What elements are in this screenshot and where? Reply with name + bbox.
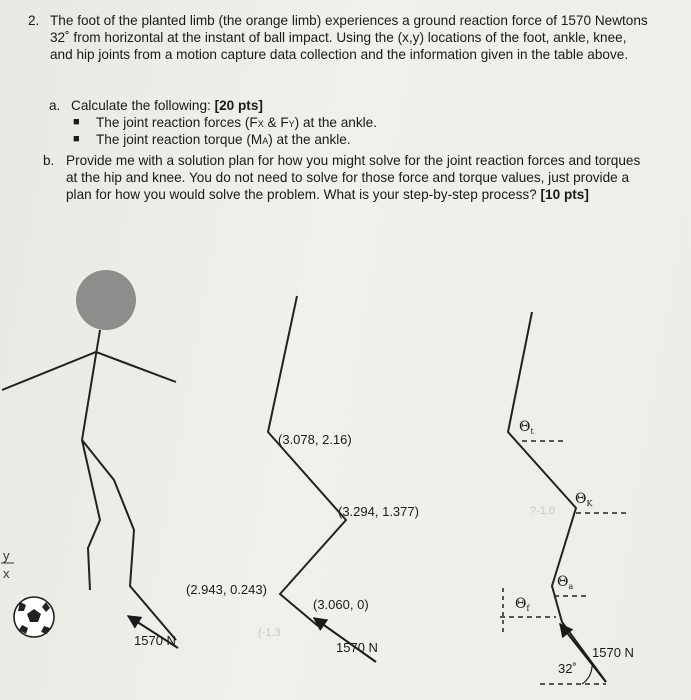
angle-leg-line [508, 312, 606, 682]
force-label-3: 1570 N [592, 645, 634, 660]
soccer-ball-icon [14, 597, 54, 637]
bullet-ankle-torque: The joint reaction torque (MA) at the ankle. [96, 132, 351, 147]
part-a-points: [20 pts] [214, 98, 263, 113]
ankle-coordinate: (2.943, 0.243) [186, 582, 267, 597]
part-b-text: Provide me with a solution plan for how you might solve for the joint reaction forces and torques at the hip and knee. You do not need to solve for those force and torque values, just provide a plan for how you would solve the problem. What is your step-by-step process? [10 pts] [66, 153, 641, 202]
bleed-mark: ?-1.0 [530, 505, 556, 517]
arms-line [2, 352, 176, 390]
part-a-label: a. [49, 98, 61, 113]
force-label-1: 1570 N [134, 633, 176, 648]
knee-coordinate: (3.294, 1.377) [338, 504, 419, 519]
theta-k-label: $\Theta_K$ [575, 491, 593, 508]
hip-coordinate: (3.078, 2.16) [278, 432, 352, 447]
leg-segments-line [268, 296, 346, 626]
part-b-label: b. [43, 153, 55, 168]
axis-x-label: x [3, 566, 10, 581]
torso-line [82, 330, 100, 440]
bullet-icon: ■ [73, 133, 80, 145]
question-text: The foot of the planted limb (the orange limb) experiences a ground reaction force of 1570 Newtons 32˚ from horizontal at the instant of ball impact. Using the (x,y) locations of the foot, ankle, knee, and hip joints from a motion capture data collection and the information given in the table above. [50, 13, 648, 62]
head-circle [76, 270, 136, 330]
bullet-ankle-forces: The joint reaction forces (FX & FY) at the ankle. [96, 115, 378, 130]
question-number: 2. [28, 13, 40, 28]
theta-a-label: $\Theta_a$ [557, 574, 574, 591]
force-label-2: 1570 N [336, 640, 378, 655]
theta-f-label: $\Theta_f$ [515, 596, 530, 613]
kicking-leg-line [82, 440, 100, 590]
axis-y-label: y [3, 548, 10, 563]
planted-leg-line [82, 440, 176, 640]
bleed-mark: (-1.3 [258, 627, 281, 639]
angle-arc [582, 666, 592, 684]
angle-32-label: 32˚ [558, 661, 577, 676]
part-b-points: [10 pts] [540, 187, 589, 202]
bullet-icon: ■ [73, 116, 80, 128]
foot-coordinate: (3.060, 0) [313, 597, 369, 612]
part-a-text: Calculate the following: [20 pts] [71, 98, 263, 113]
theta-t-label: $\Theta_t$ [519, 419, 534, 436]
